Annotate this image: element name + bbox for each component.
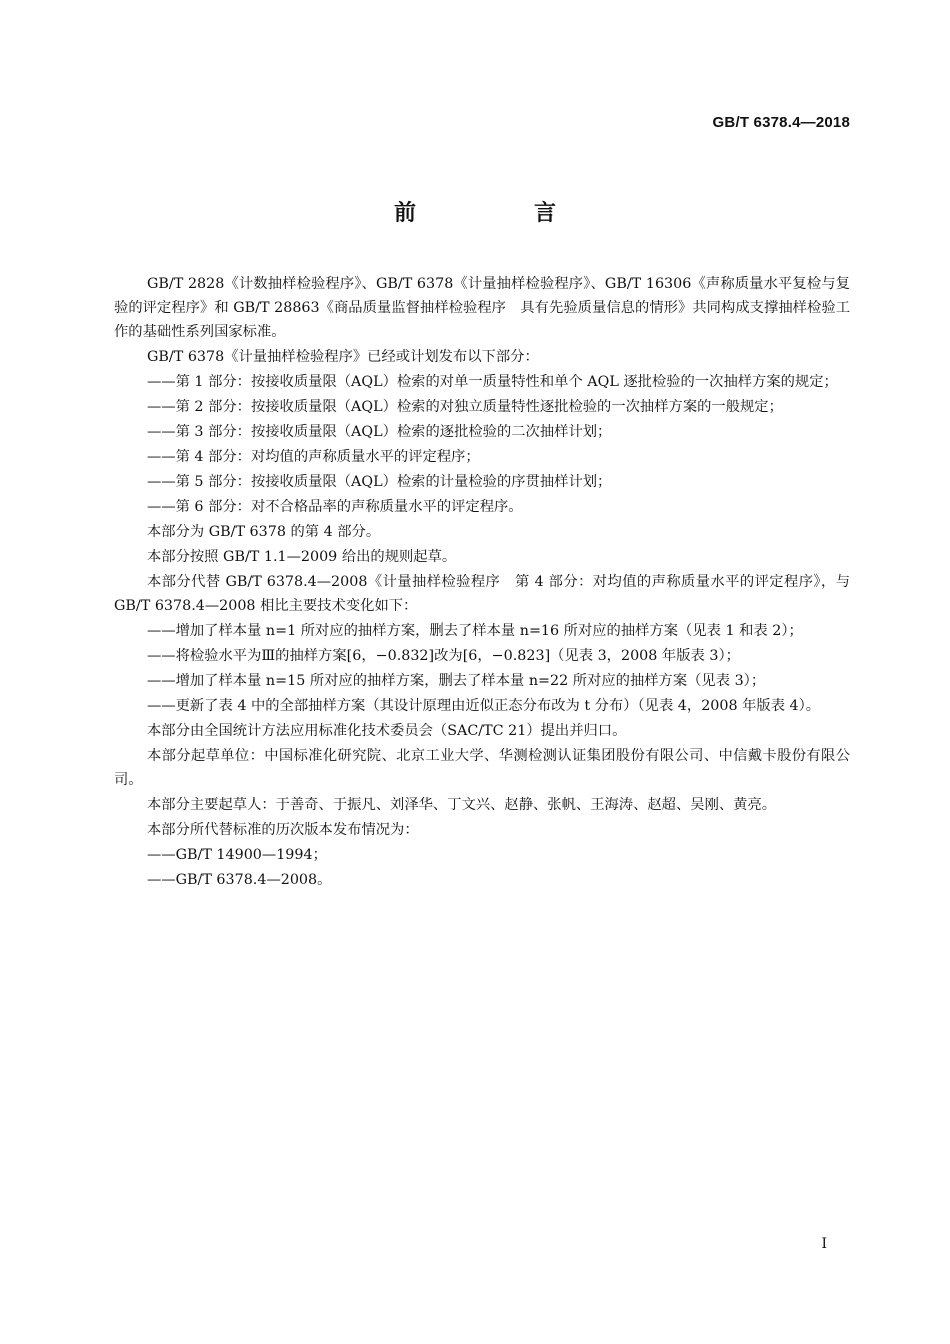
page-number: I (821, 1236, 827, 1252)
part-statement-paragraph: 本部分为 GB/T 6378 的第 4 部分。 (147, 524, 381, 540)
part-list-item: ——第 3 部分：按接收质量限（AQL）检索的逐批检验的二次抽样计划； (147, 424, 612, 440)
committee-paragraph: 本部分由全国统计方法应用标准化技术委员会（SAC/TC 21）提出并归口。 (147, 723, 627, 739)
history-list-item: ——GB/T 6378.4—2008。 (147, 872, 332, 888)
history-intro-paragraph: 本部分所代替标准的历次版本发布情况为： (147, 822, 419, 838)
parts-intro-paragraph: GB/T 6378《计量抽样检验程序》已经或计划发布以下部分： (147, 349, 539, 365)
part-list-item: ——第 2 部分：按接收质量限（AQL）检索的对独立质量特性逐批检验的一次抽样方案的一般规定； (147, 399, 783, 415)
intro-paragraph: GB/T 2828《计数抽样检验程序》、GB/T 6378《计量抽样检验程序》、GB/T 16306《声称质量水平复检与复验的评定程序》和 GB/T 28863《商品质量监督抽样检验程序 具有先验质量信息的情形》共同构成支撑抽样检验工作的基础性系列国家标准。 (114, 276, 850, 340)
part-list-item: ——第 1 部分：按接收质量限（AQL）检索的对单一质量特性和单个 AQL 逐批检验的一次抽样方案的规定； (147, 374, 838, 390)
part-list-item: ——第 6 部分：对不合格品率的声称质量水平的评定程序。 (147, 499, 523, 515)
drafting-rules-paragraph: 本部分按照 GB/T 1.1—2009 给出的规则起草。 (147, 549, 457, 565)
change-list-item: ——增加了样本量 n=15 所对应的抽样方案，删去了样本量 n=22 所对应的抽样方案（见表 3）； (147, 673, 766, 689)
foreword-body (114, 272, 850, 893)
part-list-item: ——第 4 部分：对均值的声称质量水平的评定程序； (147, 449, 480, 465)
page-title: 前 言 (393, 201, 604, 226)
drafters-paragraph: 本部分主要起草人：于善奇、于振凡、刘泽华、丁文兴、赵静、张帆、王海涛、赵超、吴刚、黄亮。 (147, 797, 777, 813)
change-list-item: ——增加了样本量 n=1 所对应的抽样方案，删去了样本量 n=16 所对应的抽样方案（见表 1 和表 2）； (147, 623, 803, 639)
change-list-item: ——将检验水平为Ⅲ的抽样方案[6，−0.832]改为[6，−0.823]（见表 3，2008 年版表 3）； (147, 648, 740, 664)
part-list-item: ——第 5 部分：按接收质量限（AQL）检索的计量检验的序贯抽样计划； (147, 474, 612, 490)
standard-code: GB/T 6378.4—2018 (712, 114, 850, 131)
change-list-item: ——更新了表 4 中的全部抽样方案（其设计原理由近似正态分布改为 t 分布）（见表 4，2008 年版表 4）。 (147, 698, 821, 714)
replacement-paragraph: 本部分代替 GB/T 6378.4—2008《计量抽样检验程序 第 4 部分：对均值的声称质量水平的评定程序》，与 GB/T 6378.4—2008 相比主要技术变化如下： (114, 574, 850, 614)
drafting-units-paragraph: 本部分起草单位：中国标准化研究院、北京工业大学、华测检测认证集团股份有限公司、中信戴卡股份有限公司。 (114, 748, 850, 788)
history-list-item: ——GB/T 14900—1994； (147, 847, 327, 863)
